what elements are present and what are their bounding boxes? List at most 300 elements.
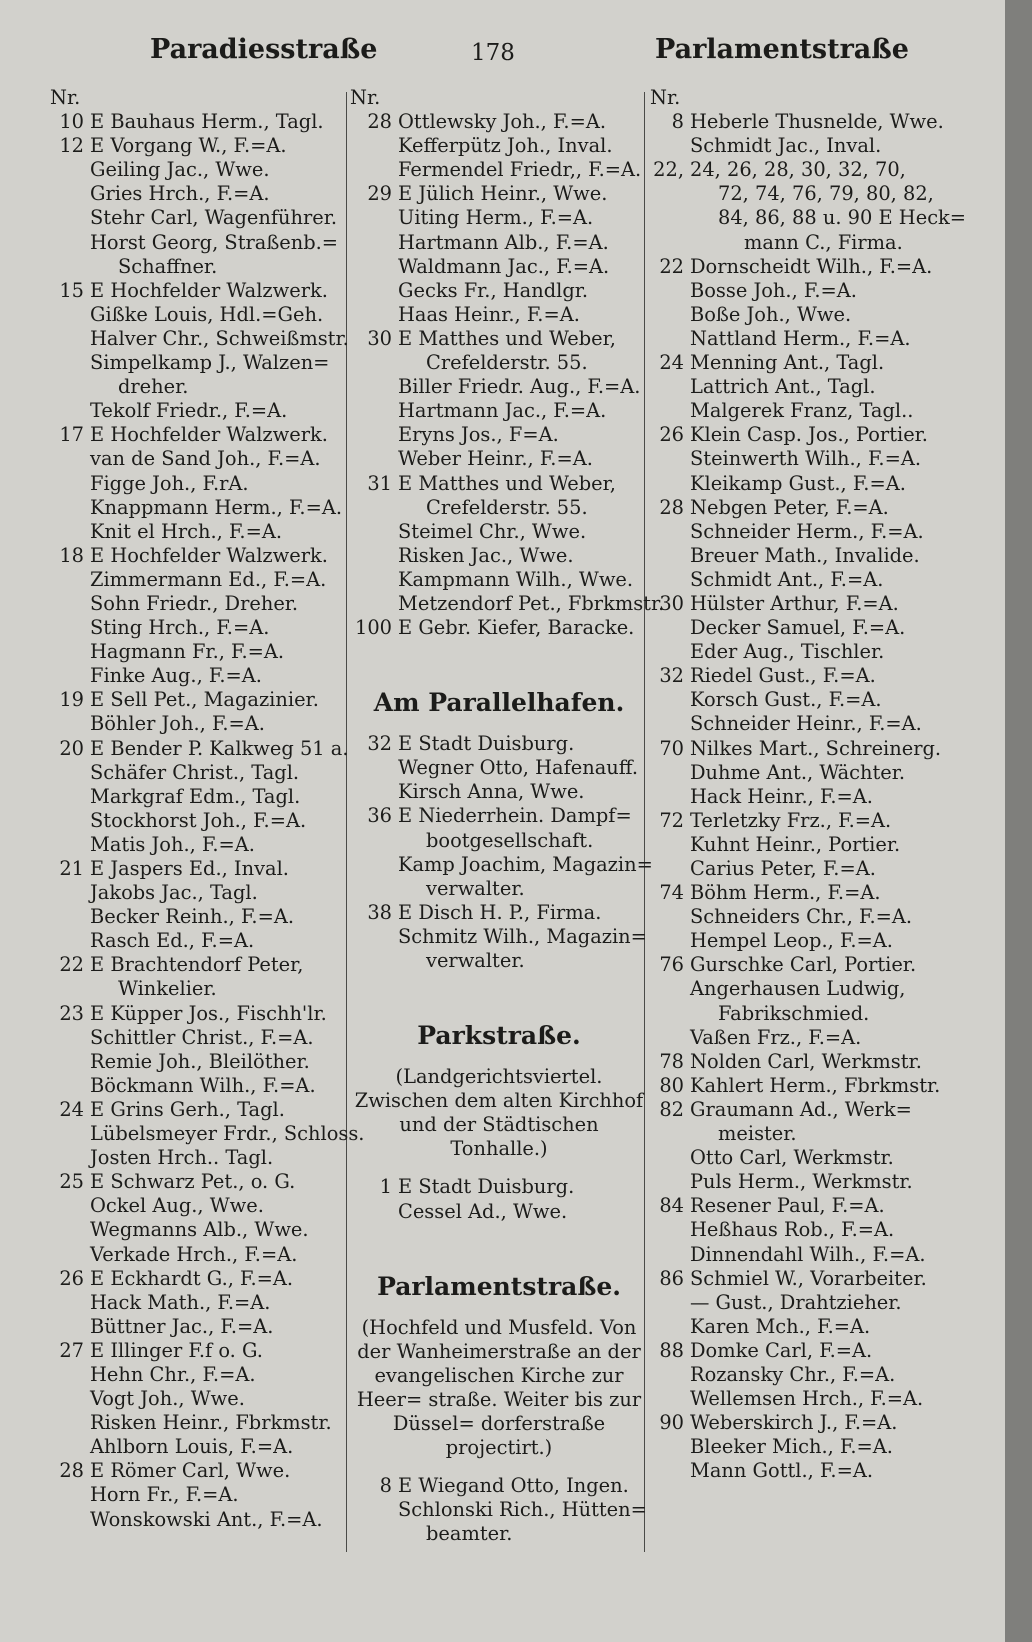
- entry-line: [650, 327, 950, 351]
- entry-line: [50, 1483, 342, 1507]
- entry-line: [50, 712, 342, 736]
- house-number: [650, 640, 684, 664]
- house-number: 25: [59, 1170, 84, 1194]
- entry-text: — Gust., Drahtzieher.: [690, 1290, 902, 1314]
- entry-text: Boße Joh., Wwe.: [690, 302, 852, 326]
- house-number: [350, 134, 392, 158]
- entry-text: E Matthes und Weber,: [398, 471, 616, 495]
- entry-line: [350, 182, 648, 206]
- house-number: [50, 520, 84, 544]
- house-number: [50, 158, 84, 182]
- entry-text: Nolden Carl, Werkmstr.: [690, 1049, 922, 1073]
- entry-text: 24, 26, 28, 30, 32, 70,: [690, 158, 906, 182]
- entry-text: verwalter.: [426, 949, 525, 972]
- entry-text: Bosse Joh., F.=A.: [690, 278, 857, 302]
- entry-text: Angerhausen Ludwig,: [690, 977, 906, 1001]
- entry-line: [650, 1267, 950, 1291]
- entry-line: [350, 351, 648, 375]
- house-number: 1: [379, 1175, 392, 1199]
- entry-text: Gecks Fr., Handlgr.: [398, 278, 589, 302]
- entry-list: [350, 732, 653, 973]
- entry-line: [650, 592, 950, 616]
- entry-text: Matis Joh., F.=A.: [90, 832, 255, 856]
- entry-line: [650, 423, 950, 447]
- entry-line: [350, 231, 648, 255]
- entry-text: Weberskirch J., F.=A.: [690, 1411, 898, 1435]
- entry-text: Heßhaus Rob., F.=A.: [690, 1218, 895, 1242]
- entry-text: Horn Fr., F.=A.: [90, 1483, 239, 1507]
- entry-line: [650, 1459, 950, 1483]
- entry-line: [50, 761, 342, 785]
- entry-text: Rasch Ed., F.=A.: [90, 929, 255, 953]
- house-number: 90: [659, 1411, 684, 1435]
- entry-line: [350, 399, 648, 423]
- entry-text: Schittler Christ., F.=A.: [90, 1025, 314, 1049]
- house-number: [50, 303, 84, 327]
- entry-text: Risken Heinr., Fbrkmstr.: [90, 1411, 332, 1435]
- nr-label: Nr.: [50, 86, 81, 109]
- house-number: 84: [659, 1194, 684, 1218]
- house-number: [50, 375, 84, 399]
- house-number: [650, 688, 684, 712]
- entry-line: [50, 1411, 342, 1435]
- house-number: [350, 279, 392, 303]
- entry-text: E Gebr. Kiefer, Baracke.: [398, 616, 635, 640]
- entry-text: Dinnendahl Wilh., F.=A.: [690, 1242, 926, 1266]
- entry-line: [350, 1200, 648, 1224]
- house-number: [350, 375, 392, 399]
- entry-text: E Bauhaus Herm., Tagl.: [90, 110, 324, 134]
- entry-line: [50, 929, 342, 953]
- house-number: [50, 351, 84, 375]
- entry-text: Knappmann Herm., F.=A.: [90, 495, 342, 519]
- entry-text: E Schwarz Pet., o. G.: [90, 1170, 296, 1194]
- house-number: [50, 592, 84, 616]
- entry-text: Markgraf Edm., Tagl.: [90, 784, 301, 808]
- entry-line: [650, 1026, 950, 1050]
- entry-text: E Römer Carl, Wwe.: [90, 1459, 291, 1483]
- entry-text: E Vorgang W., F.=A.: [90, 134, 287, 158]
- entry-line: [350, 829, 648, 853]
- entry-text: Verkade Hrch., F.=A.: [90, 1242, 298, 1266]
- entry-text: Terletzky Frz., F.=A.: [690, 808, 892, 832]
- house-number: [650, 472, 684, 496]
- entry-line: [50, 423, 342, 447]
- entry-text: Josten Hrch.. Tagl.: [90, 1146, 274, 1170]
- entry-text: Simpelkamp J., Walzen=: [90, 351, 330, 375]
- entry-text: Wellemsen Hrch., F.=A.: [690, 1387, 924, 1411]
- house-number: [50, 761, 84, 785]
- entry-text: Schneider Herm., F.=A.: [690, 519, 924, 543]
- house-number: 30: [659, 591, 684, 615]
- entry-text: Kuhnt Heinr., Portier.: [690, 832, 901, 856]
- entry-text: Gißke Louis, Hdl.=Geh.: [90, 302, 324, 326]
- entry-text: Kleikamp Gust., F.=A.: [690, 471, 906, 495]
- entry-line: [50, 1363, 342, 1387]
- house-number: [50, 1050, 84, 1074]
- house-number: [350, 1498, 392, 1522]
- entry-text: E Matthes und Weber,: [398, 326, 616, 350]
- entry-line: [650, 977, 950, 1001]
- entry-line: [350, 255, 648, 279]
- house-number: 30: [367, 326, 392, 350]
- house-number: [50, 182, 84, 206]
- house-number: [350, 351, 392, 375]
- entry-text: Bleeker Mich., F.=A.: [690, 1435, 893, 1459]
- entry-line: [50, 736, 349, 761]
- house-number: 10: [59, 110, 84, 134]
- house-number: [650, 1122, 684, 1146]
- house-number: 28: [59, 1459, 84, 1483]
- entry-text: Schäfer Christ., Tagl.: [90, 760, 300, 784]
- entry-line: [350, 520, 648, 544]
- house-number: [650, 1002, 684, 1026]
- entry-line: [50, 592, 342, 616]
- entry-line: [650, 231, 950, 255]
- entry-text: beamter.: [426, 1522, 513, 1546]
- nr-label: Nr.: [650, 86, 681, 109]
- house-number: [650, 327, 684, 351]
- entry-line: [650, 785, 950, 809]
- entry-line: [650, 351, 950, 375]
- house-number: [50, 1074, 84, 1098]
- entry-text: Hempel Leop., F.=A.: [690, 929, 893, 953]
- entry-line: [650, 1170, 950, 1194]
- entry-line: [50, 1074, 342, 1098]
- entry-text: Sting Hrch., F.=A.: [90, 616, 270, 640]
- house-number: [350, 949, 392, 973]
- house-number: [50, 231, 84, 255]
- entry-text: Hagmann Fr., F.=A.: [90, 640, 285, 664]
- house-number: 26: [659, 423, 684, 447]
- entry-text: Nattland Herm., F.=A.: [690, 326, 911, 350]
- running-head-right: Parlamentstraße: [655, 34, 909, 65]
- entry-text: Korsch Gust., F.=A.: [690, 688, 882, 712]
- entry-text: Stockhorst Joh., F.=A.: [90, 808, 307, 832]
- house-number: [650, 279, 684, 303]
- house-number: [350, 399, 392, 423]
- entry-line: [350, 327, 648, 351]
- house-number: 82: [659, 1097, 684, 1121]
- entry-line: [650, 472, 950, 496]
- entry-line: [650, 1243, 950, 1267]
- house-number: 21: [59, 857, 84, 880]
- entry-line: [650, 1435, 950, 1459]
- house-number: [650, 1291, 684, 1315]
- nr-label: Nr.: [350, 86, 381, 109]
- entry-line: [50, 1435, 342, 1459]
- house-number: 23: [59, 1001, 84, 1025]
- house-number: 24: [59, 1097, 84, 1121]
- house-number: 22: [59, 953, 84, 977]
- house-number: [650, 977, 684, 1001]
- entry-text: Hack Heinr., F.=A.: [690, 784, 873, 808]
- entry-text: Otto Carl, Werkmstr.: [690, 1146, 894, 1170]
- entry-line: [650, 1050, 950, 1074]
- house-number: [350, 255, 392, 279]
- column-right: [650, 86, 967, 1483]
- house-number: 76: [659, 953, 684, 977]
- entry-line: [50, 1218, 342, 1242]
- entry-text: Sohn Friedr., Dreher.: [90, 591, 299, 615]
- entry-line: [50, 833, 342, 857]
- column-left: [50, 86, 365, 1532]
- entry-line: [350, 158, 648, 182]
- house-number: [50, 1218, 84, 1242]
- entry-text: Wegner Otto, Hafenauff.: [398, 756, 639, 780]
- house-number: [650, 712, 684, 736]
- house-number: [50, 1291, 84, 1315]
- entry-line: [50, 977, 342, 1001]
- house-number: [50, 399, 84, 423]
- house-number: [350, 568, 392, 592]
- house-number: [50, 640, 84, 664]
- entry-list: [350, 110, 665, 640]
- entry-line: [50, 496, 342, 520]
- entry-line: [50, 182, 342, 206]
- entry-text: Kamp Joachim, Magazin=: [398, 852, 653, 876]
- house-number: [50, 206, 84, 230]
- entry-line: [650, 206, 967, 230]
- house-number: 17: [59, 423, 84, 447]
- entry-text: Finke Aug., F.=A.: [90, 664, 262, 688]
- entry-text: Nebgen Peter, F.=A.: [690, 495, 889, 519]
- house-number: 18: [59, 543, 84, 567]
- entry-line: [650, 1002, 950, 1026]
- entry-line: [650, 929, 950, 953]
- house-number: 8: [671, 110, 684, 134]
- entry-text: E Bender P. Kalkweg 51 a.: [90, 736, 349, 760]
- house-number: [50, 1435, 84, 1459]
- entry-text: Ockel Aug., Wwe.: [90, 1194, 264, 1218]
- entry-line: [650, 110, 950, 134]
- entry-line: [650, 375, 950, 399]
- entry-text: Steimel Chr., Wwe.: [398, 519, 587, 543]
- house-number: [50, 616, 84, 640]
- entry-line: [650, 520, 950, 544]
- entry-line: [50, 303, 342, 327]
- house-number: 31: [367, 471, 392, 495]
- house-number: [50, 1508, 84, 1532]
- house-number: [50, 1122, 84, 1146]
- entry-text: Böckmann Wilh., F.=A.: [90, 1073, 316, 1097]
- entry-text: Crefelderstr. 55.: [426, 351, 588, 375]
- entry-line: [650, 1146, 950, 1170]
- entry-text: E Stadt Duisburg.: [398, 732, 575, 756]
- house-number: 27: [59, 1338, 84, 1362]
- entry-line: [650, 447, 950, 471]
- entry-text: E Hochfelder Walzwerk.: [90, 278, 328, 302]
- entry-line: [350, 852, 653, 877]
- section-title: Am Parallelhafen.: [373, 688, 625, 718]
- house-number: [50, 496, 84, 520]
- house-number: [350, 520, 392, 544]
- entry-text: dreher.: [118, 375, 189, 399]
- entry-text: Decker Samuel, F.=A.: [690, 616, 906, 640]
- entry-text: Ahlborn Louis, F.=A.: [90, 1435, 294, 1459]
- entry-line: [50, 881, 342, 905]
- entry-text: E Wiegand Otto, Ingen.: [398, 1474, 629, 1498]
- house-number: [350, 206, 392, 230]
- house-number: [50, 833, 84, 857]
- entry-line: [50, 953, 342, 977]
- house-number: 32: [659, 664, 684, 688]
- entry-line: [350, 780, 648, 804]
- entry-text: Geiling Jac., Wwe.: [90, 158, 270, 182]
- entry-line: [650, 182, 950, 206]
- entry-line: [50, 1459, 342, 1483]
- entry-text: van de Sand Joh., F.=A.: [90, 447, 321, 471]
- entry-line: [650, 568, 950, 592]
- entry-text: E Brachtendorf Peter,: [90, 953, 304, 977]
- entry-line: [650, 712, 950, 736]
- house-number: 28: [367, 110, 392, 134]
- house-number: 86: [659, 1266, 684, 1290]
- house-number: [650, 857, 684, 881]
- entry-text: E Jaspers Ed., Inval.: [90, 857, 289, 880]
- house-number: [50, 1387, 84, 1411]
- entry-line: [650, 1194, 950, 1218]
- entry-text: Büttner Jac., F.=A.: [90, 1314, 274, 1338]
- entry-text: Haas Heinr., F.=A.: [398, 302, 580, 326]
- column-middle: [350, 86, 665, 1547]
- house-number: [50, 1026, 84, 1050]
- house-number: [350, 496, 392, 520]
- house-number: [50, 809, 84, 833]
- column-divider: [346, 92, 347, 1552]
- entry-line: [50, 375, 342, 399]
- house-number: [50, 1411, 84, 1435]
- entry-text: E Hochfelder Walzwerk.: [90, 543, 328, 567]
- house-number: [50, 905, 84, 929]
- house-number: [650, 206, 684, 230]
- entry-line: [350, 110, 648, 134]
- entry-line: [50, 447, 342, 471]
- entry-line: [350, 591, 665, 616]
- entry-line: [650, 664, 950, 688]
- entry-line: [650, 809, 950, 833]
- entry-line: [350, 375, 648, 399]
- entry-line: [650, 303, 950, 327]
- entry-line: [650, 496, 950, 520]
- house-number: [50, 472, 84, 496]
- entry-line: [350, 134, 648, 158]
- entry-text: Carius Peter, F.=A.: [690, 857, 876, 880]
- entry-text: Gries Hrch., F.=A.: [90, 182, 270, 206]
- entry-text: Hehn Chr., F.=A.: [90, 1362, 256, 1386]
- entry-text: Halver Chr., Schweißmstr.: [90, 326, 349, 350]
- entry-text: mann C., Firma.: [744, 230, 903, 254]
- entry-line: [50, 905, 342, 929]
- house-number: [350, 877, 392, 901]
- entry-text: Figge Joh., F.rA.: [90, 471, 249, 495]
- entry-line: [350, 496, 648, 520]
- entry-text: Heberle Thusnelde, Wwe.: [690, 110, 944, 134]
- entry-line: [50, 616, 342, 640]
- entry-text: Schmiel W., Vorarbeiter.: [690, 1266, 927, 1290]
- entry-text: Schmidt Jac., Inval.: [690, 134, 882, 158]
- entry-text: Tekolf Friedr., F.=A.: [90, 399, 288, 423]
- entry-text: Zimmermann Ed., F.=A.: [90, 567, 327, 591]
- entry-text: Kahlert Herm., Fbrkmstr.: [690, 1073, 941, 1097]
- house-number: [50, 255, 84, 279]
- entry-text: Vogt Joh., Wwe.: [90, 1387, 245, 1411]
- entry-text: Schmitz Wilh., Magazin=: [398, 924, 647, 948]
- house-number: [650, 231, 684, 255]
- house-number: 26: [59, 1266, 84, 1290]
- house-number: [350, 158, 392, 182]
- entry-text: Kefferpütz Joh., Inval.: [398, 134, 613, 158]
- entry-line: [350, 568, 648, 592]
- entry-list: [50, 110, 365, 1532]
- house-number: [650, 375, 684, 399]
- house-number: [50, 1315, 84, 1339]
- entry-text: 72, 74, 76, 79, 80, 82,: [718, 182, 934, 206]
- house-number: [350, 780, 392, 804]
- entry-line: [50, 544, 342, 568]
- entry-text: Wegmanns Alb., Wwe.: [90, 1218, 309, 1242]
- house-number: [50, 1194, 84, 1218]
- house-number: 70: [659, 736, 684, 760]
- house-number: [650, 1243, 684, 1267]
- entry-text: Schneider Heinr., F.=A.: [690, 712, 922, 736]
- entry-line: [50, 568, 342, 592]
- entry-text: Resener Paul, F.=A.: [690, 1194, 885, 1218]
- entry-text: meister.: [718, 1122, 797, 1146]
- house-number: 100: [354, 616, 392, 640]
- entry-line: [650, 737, 950, 761]
- entry-text: Menning Ant., Tagl.: [690, 351, 885, 375]
- entry-text: Becker Reinh., F.=A.: [90, 905, 294, 929]
- entry-line: [50, 785, 342, 809]
- entry-line: [350, 423, 648, 447]
- house-number: [650, 447, 684, 471]
- entry-text: 84, 86, 88 u. 90 E Heck=: [718, 206, 967, 230]
- entry-text: Gurschke Carl, Portier.: [690, 953, 917, 977]
- house-number: [350, 231, 392, 255]
- entry-list: [650, 110, 967, 1483]
- house-number: 15: [59, 278, 84, 302]
- entry-line: [50, 1291, 342, 1315]
- entry-text: Kampmann Wilh., Wwe.: [398, 567, 634, 591]
- entry-text: Domke Carl, F.=A.: [690, 1338, 873, 1362]
- entry-line: [650, 255, 950, 279]
- entry-line: [350, 1175, 648, 1199]
- entry-text: Schlonski Rich., Hütten=: [398, 1498, 647, 1522]
- entry-line: [350, 949, 648, 973]
- entry-text: Jakobs Jac., Tagl.: [90, 881, 258, 905]
- house-number: 22: [659, 254, 684, 278]
- house-number: [650, 1218, 684, 1242]
- house-number: [650, 833, 684, 857]
- house-number: 32: [367, 732, 392, 756]
- entry-line: [350, 804, 648, 828]
- entry-text: Karen Mch., F.=A.: [690, 1314, 871, 1338]
- entry-line: [650, 1218, 950, 1242]
- house-number: [650, 1363, 684, 1387]
- house-number: [350, 544, 392, 568]
- entry-text: Metzendorf Pet., Fbrkmstr.: [398, 591, 665, 615]
- entry-line: [50, 231, 342, 255]
- entry-text: Dornscheidt Wilh., F.=A.: [690, 254, 933, 278]
- entry-line: [50, 1170, 342, 1194]
- house-number: [50, 1483, 84, 1507]
- house-number: [650, 1026, 684, 1050]
- entry-line: [650, 279, 950, 303]
- house-number: [50, 881, 84, 905]
- entry-line: [50, 1387, 342, 1411]
- house-number: [650, 929, 684, 953]
